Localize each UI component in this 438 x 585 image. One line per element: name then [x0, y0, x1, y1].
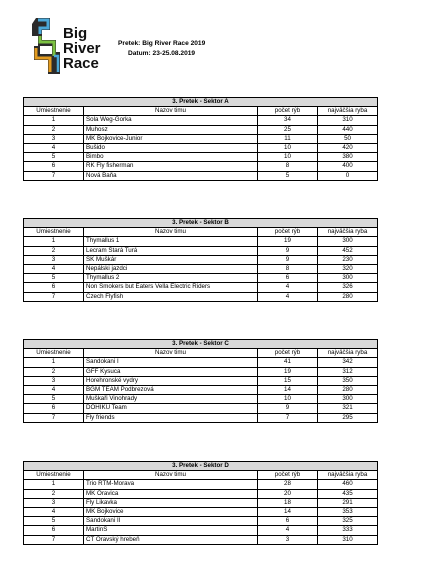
- column-header-team: Nazov timu: [84, 228, 258, 237]
- column-header-rank: Umiestnenie: [24, 471, 84, 480]
- biggest-fish-cell: 380: [318, 153, 378, 162]
- column-header-fish-count: počet rýb: [258, 107, 318, 116]
- team-name-cell: Fly Likavka: [84, 498, 258, 507]
- rank-cell: 3: [24, 376, 84, 385]
- table-row: [24, 507, 378, 516]
- sector-title: 3. Pretek - Sektor A: [24, 98, 378, 107]
- column-header-rank: Umiestnenie: [24, 228, 84, 237]
- team-name-cell: Thymallus 2: [84, 274, 258, 283]
- fish-count-cell: 10: [258, 153, 318, 162]
- rank-cell: 7: [24, 171, 84, 180]
- team-name-cell: Nová Baňa: [84, 171, 258, 180]
- fish-count-cell: 11: [258, 134, 318, 143]
- sector-table-c: [23, 339, 378, 423]
- table-row: [24, 283, 378, 292]
- column-header-biggest-fish: najväčšia ryba: [318, 107, 378, 116]
- table-row: [24, 498, 378, 507]
- fish-count-cell: 6: [258, 274, 318, 283]
- table-row: [24, 237, 378, 246]
- table-row: [24, 255, 378, 264]
- column-header-row: [24, 107, 378, 116]
- biggest-fish-cell: 50: [318, 134, 378, 143]
- biggest-fish-cell: 325: [318, 517, 378, 526]
- team-name-cell: Thymallus 1: [84, 237, 258, 246]
- fish-count-cell: 9: [258, 404, 318, 413]
- fish-count-cell: 5: [258, 171, 318, 180]
- column-header-row: [24, 349, 378, 358]
- table-row: [24, 480, 378, 489]
- race-date: Datum: 23-25.08.2019: [128, 50, 196, 57]
- rank-cell: 6: [24, 283, 84, 292]
- table-row: [24, 292, 378, 301]
- table-row: [24, 246, 378, 255]
- table-row: [24, 153, 378, 162]
- team-name-cell: MK Bojkovice-Junior: [84, 134, 258, 143]
- table-row: [24, 404, 378, 413]
- team-name-cell: Horehronské vydry: [84, 376, 258, 385]
- rank-cell: 3: [24, 134, 84, 143]
- biggest-fish-cell: 312: [318, 367, 378, 376]
- biggest-fish-cell: 321: [318, 404, 378, 413]
- table-row: [24, 385, 378, 394]
- biggest-fish-cell: 0: [318, 171, 378, 180]
- rank-cell: 4: [24, 264, 84, 273]
- sector-title: 3. Pretek - Sektor D: [24, 462, 378, 471]
- fish-count-cell: 19: [258, 367, 318, 376]
- team-name-cell: SK Muškár: [84, 255, 258, 264]
- rank-cell: 2: [24, 125, 84, 134]
- race-title: Pretek: Big River Race 2019: [118, 40, 206, 47]
- team-name-cell: Bušido: [84, 143, 258, 152]
- rank-cell: 6: [24, 526, 84, 535]
- team-name-cell: Muškaři Vinohrady: [84, 395, 258, 404]
- fish-count-cell: 6: [258, 517, 318, 526]
- fish-count-cell: 9: [258, 255, 318, 264]
- rank-cell: 6: [24, 162, 84, 171]
- logo-line-1: Big: [63, 25, 88, 42]
- table-row: [24, 395, 378, 404]
- table-row: [24, 489, 378, 498]
- rank-cell: 4: [24, 143, 84, 152]
- fish-count-cell: 14: [258, 507, 318, 516]
- team-name-cell: Nepálski jazdci: [84, 264, 258, 273]
- rank-cell: 2: [24, 367, 84, 376]
- column-header-biggest-fish: najväčšia ryba: [318, 228, 378, 237]
- fish-count-cell: 20: [258, 489, 318, 498]
- rank-cell: 5: [24, 153, 84, 162]
- rank-cell: 1: [24, 116, 84, 125]
- sector-title-row: [24, 340, 378, 349]
- column-header-biggest-fish: najväčšia ryba: [318, 349, 378, 358]
- logo-line-3: Race: [63, 55, 99, 72]
- team-name-cell: Muhosz: [84, 125, 258, 134]
- column-header-team: Nazov timu: [84, 107, 258, 116]
- team-name-cell: MK Bojkovice: [84, 507, 258, 516]
- sector-title-row: [24, 98, 378, 107]
- sector-title-row: [24, 462, 378, 471]
- rank-cell: 1: [24, 358, 84, 367]
- biggest-fish-cell: 350: [318, 376, 378, 385]
- fish-count-cell: 7: [258, 413, 318, 422]
- biggest-fish-cell: 420: [318, 143, 378, 152]
- fish-count-cell: 9: [258, 246, 318, 255]
- biggest-fish-cell: 342: [318, 358, 378, 367]
- team-name-cell: Bimbo: [84, 153, 258, 162]
- biggest-fish-cell: 300: [318, 395, 378, 404]
- fish-count-cell: 4: [258, 292, 318, 301]
- table-row: [24, 358, 378, 367]
- fish-count-cell: 15: [258, 376, 318, 385]
- table-row: [24, 264, 378, 273]
- fish-count-cell: 41: [258, 358, 318, 367]
- biggest-fish-cell: 353: [318, 507, 378, 516]
- rank-cell: 4: [24, 385, 84, 394]
- biggest-fish-cell: 326: [318, 283, 378, 292]
- table-row: [24, 517, 378, 526]
- biggest-fish-cell: 300: [318, 274, 378, 283]
- team-name-cell: Non Smokers but Eaters Vella Electric Riders: [84, 283, 258, 292]
- table-row: [24, 376, 378, 385]
- fish-count-cell: 4: [258, 526, 318, 535]
- table-row: [24, 274, 378, 283]
- table-row: [24, 526, 378, 535]
- team-name-cell: Sola Weg-Gorka: [84, 116, 258, 125]
- team-name-cell: Czech Flyfish: [84, 292, 258, 301]
- biggest-fish-cell: 460: [318, 480, 378, 489]
- column-header-fish-count: počet rýb: [258, 471, 318, 480]
- column-header-team: Nazov timu: [84, 349, 258, 358]
- fish-count-cell: 25: [258, 125, 318, 134]
- column-header-biggest-fish: najväčšia ryba: [318, 471, 378, 480]
- team-name-cell: MartinS: [84, 526, 258, 535]
- table-row: [24, 171, 378, 180]
- fish-count-cell: 8: [258, 264, 318, 273]
- fish-count-cell: 4: [258, 283, 318, 292]
- big-river-race-logo: [30, 16, 120, 80]
- rank-cell: 4: [24, 507, 84, 516]
- fish-count-cell: 10: [258, 395, 318, 404]
- biggest-fish-cell: 452: [318, 246, 378, 255]
- sector-title: 3. Pretek - Sektor C: [24, 340, 378, 349]
- biggest-fish-cell: 320: [318, 264, 378, 273]
- biggest-fish-cell: 291: [318, 498, 378, 507]
- logo-line-2: River: [63, 40, 101, 57]
- table-row: [24, 134, 378, 143]
- team-name-cell: RK Fly fisherman: [84, 162, 258, 171]
- rank-cell: 6: [24, 404, 84, 413]
- race-info: [118, 39, 205, 59]
- biggest-fish-cell: 400: [318, 162, 378, 171]
- biggest-fish-cell: 435: [318, 489, 378, 498]
- sector-table-d: [23, 461, 378, 545]
- table-row: [24, 116, 378, 125]
- rank-cell: 7: [24, 413, 84, 422]
- team-name-cell: Sandokani I: [84, 358, 258, 367]
- biggest-fish-cell: 295: [318, 413, 378, 422]
- biggest-fish-cell: 280: [318, 292, 378, 301]
- logo-wordmark: [63, 26, 101, 71]
- fish-count-cell: 14: [258, 385, 318, 394]
- fish-count-cell: 28: [258, 480, 318, 489]
- table-row: [24, 125, 378, 134]
- team-name-cell: GFF Kysuca: [84, 367, 258, 376]
- page-header: [30, 10, 410, 80]
- rank-cell: 5: [24, 395, 84, 404]
- team-name-cell: Trio RTM-Morava: [84, 480, 258, 489]
- biggest-fish-cell: 300: [318, 237, 378, 246]
- sector-table-a: [23, 97, 378, 181]
- biggest-fish-cell: 310: [318, 535, 378, 544]
- table-row: [24, 162, 378, 171]
- team-name-cell: BGM TEAM Podbrezová: [84, 385, 258, 394]
- rank-cell: 2: [24, 246, 84, 255]
- rank-cell: 3: [24, 255, 84, 264]
- column-header-fish-count: počet rýb: [258, 349, 318, 358]
- fish-count-cell: 19: [258, 237, 318, 246]
- table-row: [24, 367, 378, 376]
- sector-table-b: [23, 218, 378, 302]
- column-header-row: [24, 228, 378, 237]
- rank-cell: 2: [24, 489, 84, 498]
- column-header-rank: Umiestnenie: [24, 349, 84, 358]
- column-header-rank: Umiestnenie: [24, 107, 84, 116]
- column-header-fish-count: počet rýb: [258, 228, 318, 237]
- table-row: [24, 535, 378, 544]
- column-header-row: [24, 471, 378, 480]
- team-name-cell: Lecram Stará Turá: [84, 246, 258, 255]
- team-name-cell: Fly friends: [84, 413, 258, 422]
- rank-cell: 3: [24, 498, 84, 507]
- table-row: [24, 143, 378, 152]
- fish-count-cell: 34: [258, 116, 318, 125]
- biggest-fish-cell: 230: [318, 255, 378, 264]
- fish-count-cell: 3: [258, 535, 318, 544]
- rank-cell: 1: [24, 237, 84, 246]
- biggest-fish-cell: 280: [318, 385, 378, 394]
- rank-cell: 7: [24, 292, 84, 301]
- fish-count-cell: 8: [258, 162, 318, 171]
- rank-cell: 7: [24, 535, 84, 544]
- team-name-cell: DOHIKU Team: [84, 404, 258, 413]
- team-name-cell: MK Oravica: [84, 489, 258, 498]
- table-row: [24, 413, 378, 422]
- biggest-fish-cell: 333: [318, 526, 378, 535]
- rank-cell: 5: [24, 517, 84, 526]
- biggest-fish-cell: 440: [318, 125, 378, 134]
- biggest-fish-cell: 310: [318, 116, 378, 125]
- fish-count-cell: 18: [258, 498, 318, 507]
- fish-count-cell: 10: [258, 143, 318, 152]
- sector-title: 3. Pretek - Sektor B: [24, 219, 378, 228]
- rank-cell: 5: [24, 274, 84, 283]
- sector-title-row: [24, 219, 378, 228]
- column-header-team: Nazov timu: [84, 471, 258, 480]
- team-name-cell: CT Oravský hrebeň: [84, 535, 258, 544]
- rank-cell: 1: [24, 480, 84, 489]
- team-name-cell: Sandokani II: [84, 517, 258, 526]
